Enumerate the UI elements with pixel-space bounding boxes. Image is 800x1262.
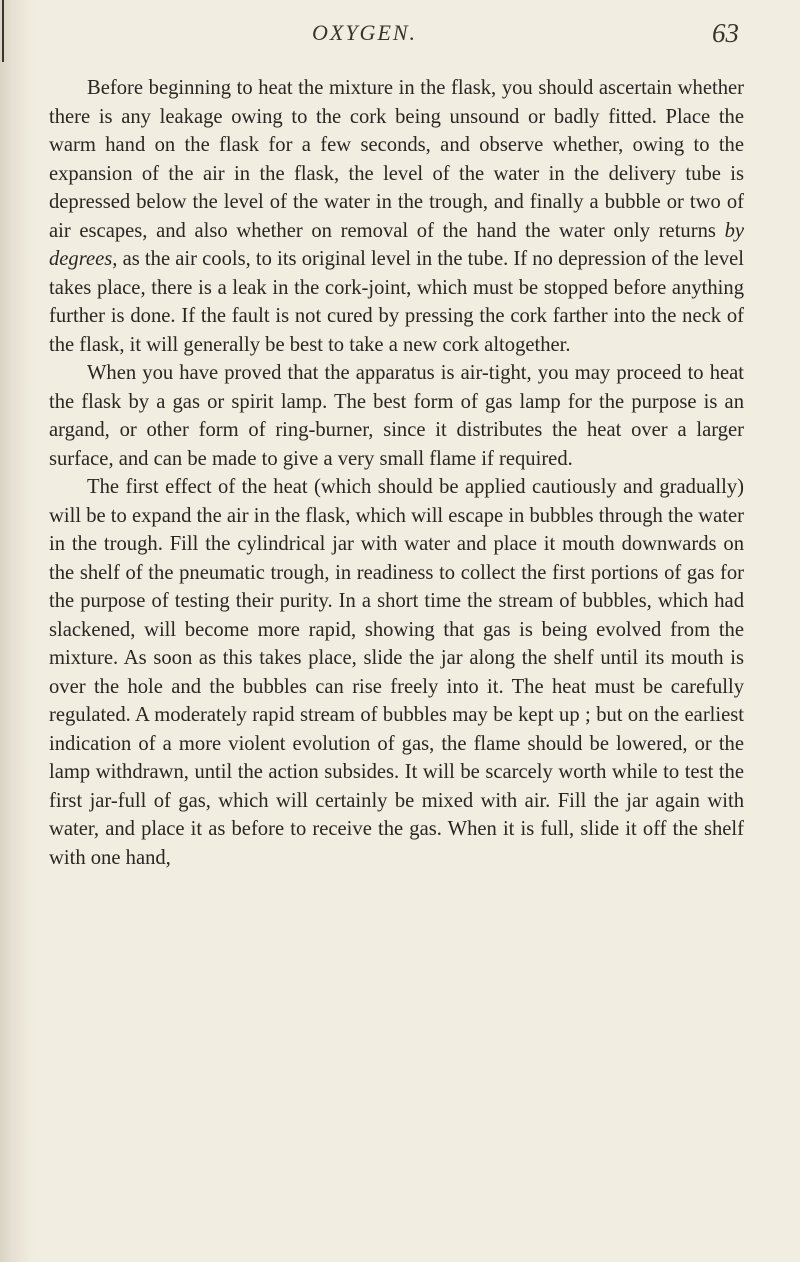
emphasis-text: by degrees	[49, 219, 744, 270]
paragraph-text: , as the air cools, to its original level in the tube. If no depression of the level takes place, there is a leak in the cork-joint, which must be stopped before anything further is done. If the fault is not cured by pressing the cork farther into the neck of the flask, it will generally be best to take a new cork altogether.	[49, 248, 744, 356]
page-number: 63	[712, 18, 739, 48]
running-head: OXYGEN.	[312, 20, 418, 45]
paragraph-leak-test	[49, 74, 744, 359]
paragraph-collecting-gas: The first effect of the heat (which should be applied cautiously and gradually) will be to expand the air in the flask, which will escape in bubbles through the water in the trough. Fill the cylindrical jar with water and place it mouth downwards on the shelf of the pneumatic trough, in readiness to collect the first portions of gas for the purpose of testing their purity. In a short time the stream of bubbles, which had slackened, will become more rapid, showing that gas is being evolved from the mixture. As soon as this takes place, slide the jar along the shelf until its mouth is over the hole and the bubbles can rise freely into it. The heat must be carefully regulated. A moderately rapid stream of bubbles may be kept up ; but on the earliest indication of a more violent evolution of gas, the flame should be lowered, or the lamp withdrawn, until the action subsides. It will be scarcely worth while to test the first jar-full of gas, which will certainly be mixed with air. Fill the jar again with water, and place it as before to receive the gas. When it is full, slide it off the shelf with one hand,	[49, 476, 744, 869]
paragraph-text: Before beginning to heat the mixture in the flask, you should ascertain whether there is any leakage owing to the cork being unsound or badly fitted. Place the warm hand on the flask for a few seconds, and observe whether, owing to the expansion of the air in the flask, the level of the water in the delivery tube is depressed below the level of the water in the trough, and finally a bubble or two of air escapes, and also whether on removal of the hand the water only returns	[49, 77, 744, 242]
paragraph-heating: When you have proved that the apparatus is air-tight, you may proceed to heat the flask by a gas or spirit lamp. The best form of gas lamp for the purpose is an argand, or other form of ring-burner, since it distributes the heat over a larger surface, and can be made to give a very small flame if required.	[49, 362, 744, 470]
page-gutter-shadow	[0, 0, 34, 1262]
body-text	[49, 74, 744, 872]
page-edge-rule	[2, 0, 4, 62]
